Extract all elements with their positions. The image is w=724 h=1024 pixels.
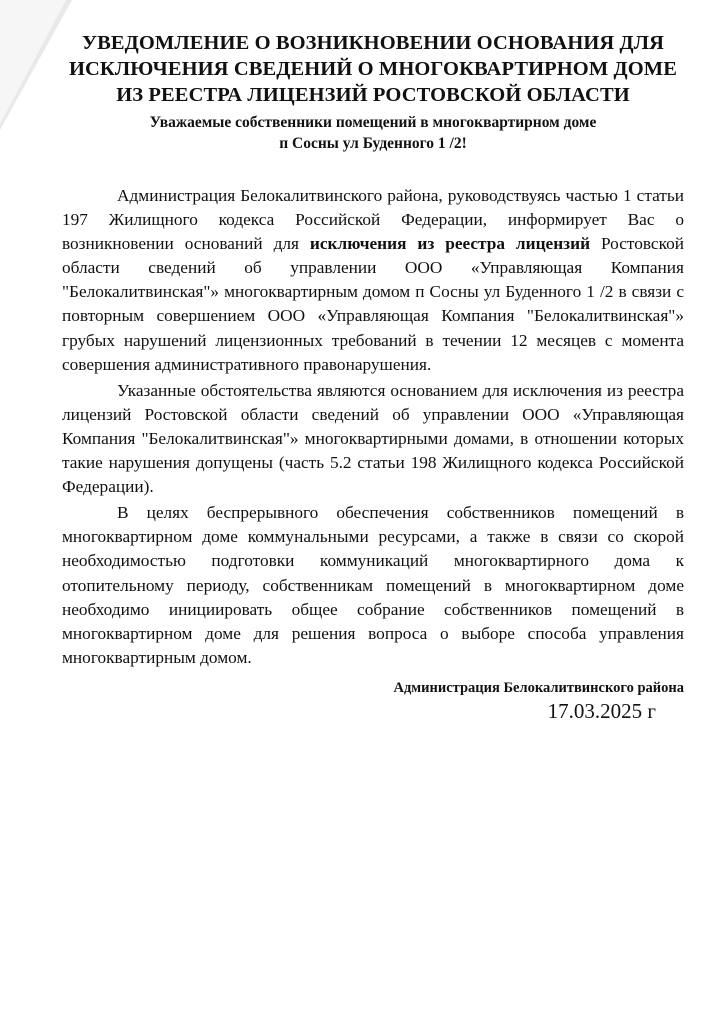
document-date: 17.03.2025 г [547, 698, 656, 723]
document-subtitle [62, 112, 684, 154]
subtitle-line-1: Уважаемые собственники помещений в многоквартирном доме [149, 114, 597, 131]
folded-page-corner-shade [0, 0, 66, 124]
paragraph-1-emphasis: исключения из реестра лицензий [309, 234, 591, 254]
paragraph-1-start: Администрация Белокалитвинского района, руководствуясь частью 1 статьи 197 Жилищного кодекса Российской Федерации, информирует Вас о возникновении оснований для [62, 186, 684, 254]
paragraph-1 [62, 184, 684, 377]
paragraph-2: Указанные обстоятельства являются основанием для исключения из реестра лицензий Ростовской области сведений об управлении ООО «Управляющая Компания "Белокалитвинская"» многоквартирными домами, в отношении которых такие нарушения допущены (часть 5.2 статьи 198 Жилищного кодекса Российской Федерации). [62, 380, 684, 497]
document-body [62, 184, 684, 670]
notice-document [62, 30, 684, 724]
signature-line: Администрация Белокалитвинского района [393, 679, 684, 696]
document-title: УВЕДОМЛЕНИЕ О ВОЗНИКНОВЕНИИ ОСНОВАНИЯ ДЛЯ ИСКЛЮЧЕНИЯ СВЕДЕНИЙ О МНОГОКВАРТИРНОМ ДОМЕ ИЗ РЕЕСТРА ЛИЦЕНЗИЙ РОСТОВСКОЙ ОБЛАСТИ [68, 32, 677, 106]
paragraph-1-end: Ростовской области сведений об управлении ООО «Управляющая Компания "Белокалитвинская"» многоквартирным домом п Сосны ул Буденного 1 /2 в связи с повторным совершением ООО «Управляющая Компания "Белокалитвинская"» грубых нарушений лицензионных требований в течении 12 месяцев с момента совершения административного правонарушения. [62, 234, 684, 374]
subtitle-line-2: п Сосны ул Буденного 1 /2! [279, 135, 467, 152]
paragraph-3: В целях беспрерывного обеспечения собственников помещений в многоквартирном доме коммунальными ресурсами, а также в связи со скорой необходимостью подготовки коммуникаций многоквартирного дома к отопительному периоду, собственникам помещений в многоквартирном доме необходимо инициировать общее собрание собственников помещений в многоквартирном доме для решения вопроса о выборе способа управления многоквартирным домом. [62, 503, 684, 667]
